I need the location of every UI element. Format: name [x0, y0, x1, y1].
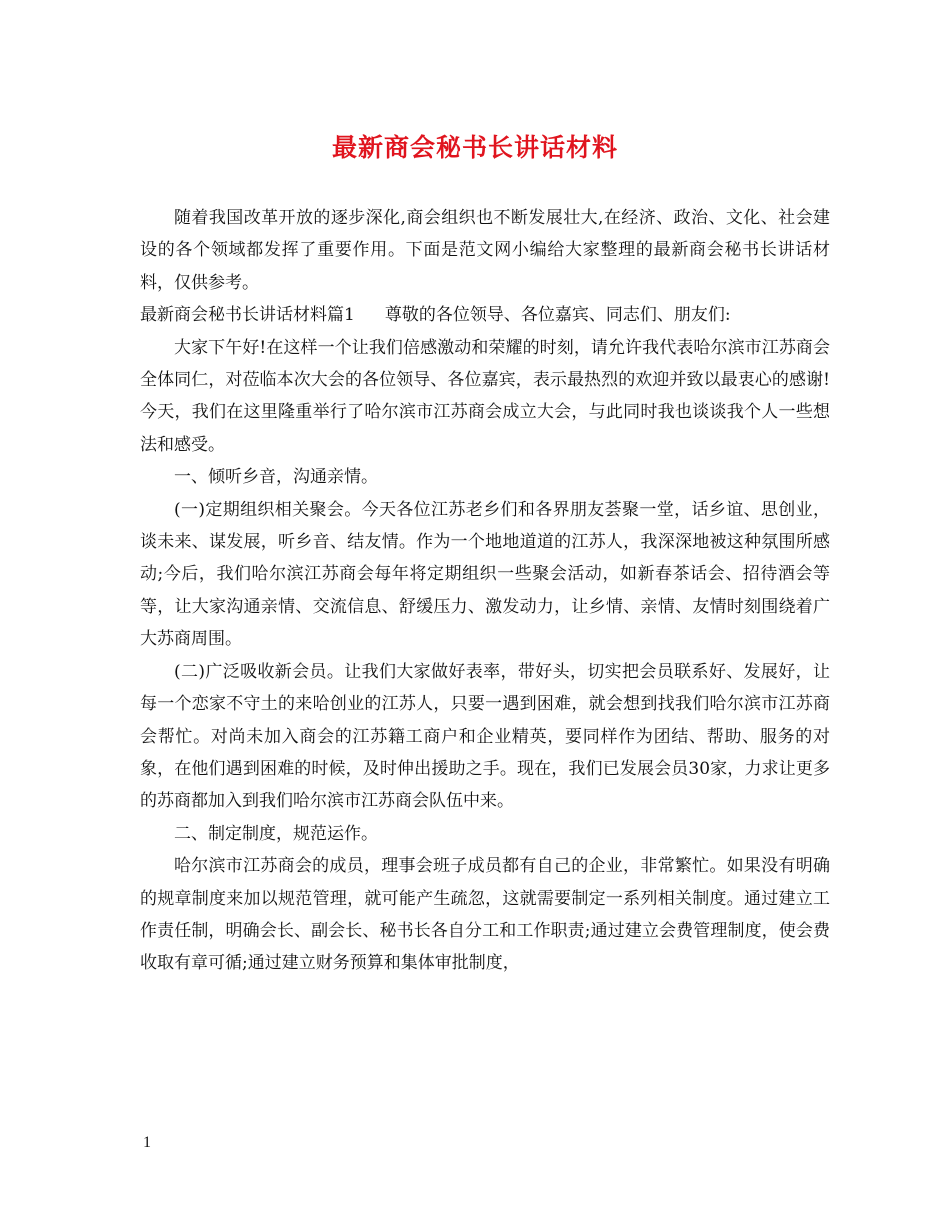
- section-heading: 最新商会秘书长讲话材料篇1: [140, 305, 355, 326]
- section-heading-line: [140, 299, 830, 331]
- subheading: 一、倾听乡音，沟通亲情。: [174, 467, 378, 488]
- salutation: 尊敬的各位领导、各位嘉宾、同志们、朋友们:: [384, 305, 731, 326]
- body-paragraph: 大家下午好!在这样一个让我们倍感激动和荣耀的时刻，请允许我代表哈尔滨市江苏商会全体同仁，对莅临本次大会的各位领导、各位嘉宾，表示最热烈的欢迎并致以最衷心的感谢!今天，我们在这里隆重举行了哈尔滨市江苏商会成立大会，与此同时我也谈谈我个人一些想法和感受。: [140, 337, 830, 455]
- body-paragraph: (一)定期组织相关聚会。今天各位江苏老乡们和各界朋友荟聚一堂，话乡谊、思创业，谈未来、谋发展，听乡音、结友情。作为一个地地道道的江苏人，我深深地被这种氛围所感动;今后，我们哈尔滨江苏商会每年将定期组织一些聚会活动，如新春茶话会、招待酒会等等，让大家沟通亲情、交流信息、舒缓压力、激发动力，让乡情、亲情、友情时刻围绕着广大苏商周围。: [140, 499, 830, 650]
- intro-paragraph: 随着我国改革开放的逐步深化,商会组织也不断发展壮大,在经济、政治、文化、社会建设的各个领域都发挥了重要作用。下面是范文网小编给大家整理的最新商会秘书长讲话材料，仅供参考。: [140, 208, 830, 293]
- body-paragraph: (二)广泛吸收新会员。让我们大家做好表率，带好头，切实把会员联系好、发展好，让每一个恋家不守土的来哈创业的江苏人，只要一遇到困难，就会想到找我们哈尔滨市江苏商会帮忙。对尚未加入商会的江苏籍工商户和企业精英，要同样作为团结、帮助、服务的对象，在他们遇到困难的时候，及时伸出援助之手。现在，我们已发展会员30家，力求让更多的苏商都加入到我们哈尔滨市江苏商会队伍中来。: [140, 661, 830, 812]
- body-paragraph: 哈尔滨市江苏商会的成员，理事会班子成员都有自己的企业，非常繁忙。如果没有明确的规章制度来加以规范管理，就可能产生疏忽，这就需要制定一系列相关制度。通过建立工作责任制，明确会长、副会长、秘书长各自分工和工作职责;通过建立会费管理制度，使会费收取有章可循;通过建立财务预算和集体审批制度，: [140, 856, 830, 974]
- page-number: 1: [143, 1134, 151, 1151]
- document-title: 最新商会秘书长讲话材料: [331, 133, 618, 162]
- subheading: 二、制定制度，规范运作。: [174, 823, 378, 844]
- document-body: [140, 202, 830, 980]
